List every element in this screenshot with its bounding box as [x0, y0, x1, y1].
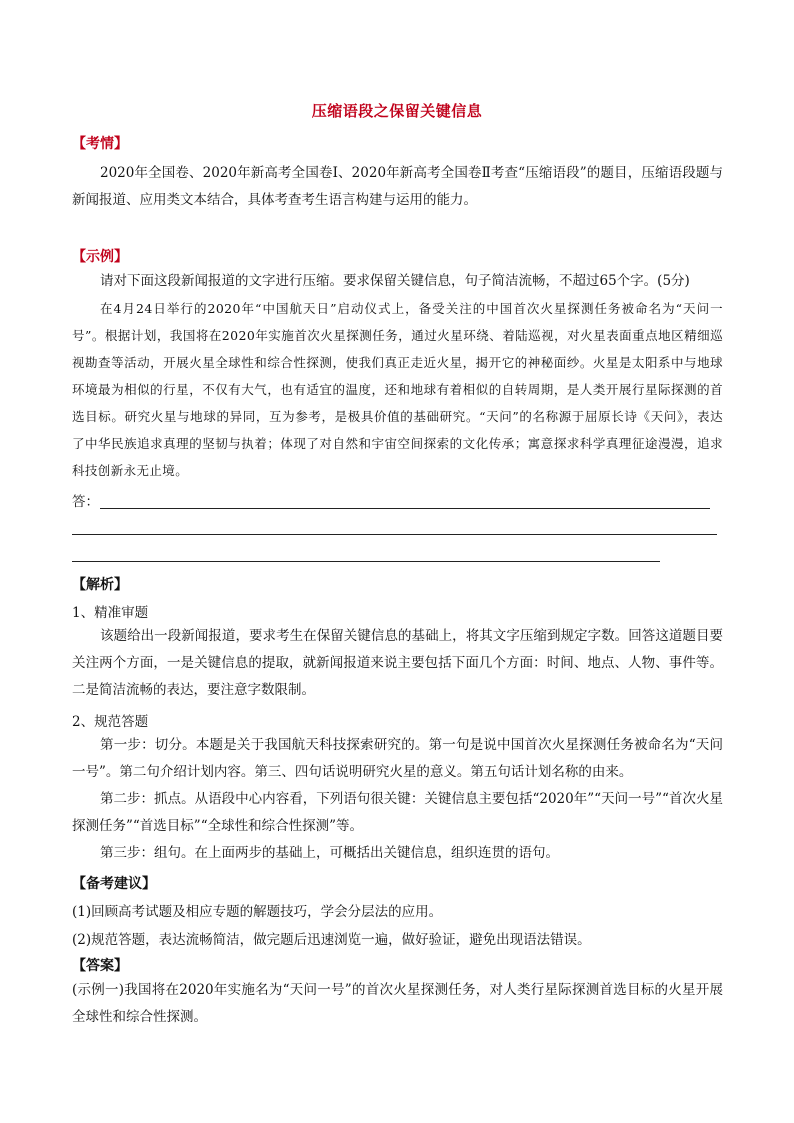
- kaoqing-heading: 【考情】: [72, 136, 128, 152]
- answer-line-2[interactable]: [72, 534, 717, 535]
- beikao-item-2: (2)规范答题，表达流畅简洁，做完题后迅速浏览一遍，做好验证，避免出现语法错误。: [72, 932, 591, 948]
- step1-title: 1、精准审题: [72, 605, 149, 621]
- step2-part2: 第二步：抓点。从语段中心内容看，下列语句很关键：关键信息主要包括“2020年”“天问一号”“首次火星探测任务”“首选目标”“全球性和综合性探测”等。: [72, 791, 723, 834]
- step1-text: 该题给出一段新闻报道，要求考生在保留关键信息的基础上，将其文字压缩到规定字数。回答这道题目要关注两个方面，一是关键信息的提取，就新闻报道来说主要包括下面几个方面：时间、地点、人物、事件等。二是简洁流畅的表达，要注意字数限制。: [72, 628, 723, 698]
- answer-line-1[interactable]: [100, 508, 710, 509]
- daan-heading: 【答案】: [72, 958, 128, 974]
- daan-text: (示例一)我国将在2020年实施名为“天问一号”的首次火星探测任务，对人类行星际探测首选目标的火星开展全球性和综合性探测。: [72, 982, 723, 1025]
- step2-title: 2、规范答题: [72, 714, 149, 730]
- answer-line-3[interactable]: [72, 561, 660, 562]
- page-title: 压缩语段之保留关键信息: [311, 102, 483, 120]
- jiexi-heading: 【解析】: [72, 577, 128, 593]
- shili-heading: 【示例】: [72, 249, 128, 265]
- beikao-heading: 【备考建议】: [72, 876, 156, 892]
- shili-question: 请对下面这段新闻报道的文字进行压缩。要求保留关键信息，句子简洁流畅，不超过65个字。(5分): [100, 273, 690, 289]
- step2-part3: 第三步：组句。在上面两步的基础上，可概括出关键信息，组织连贯的语句。: [100, 845, 559, 861]
- beikao-item-1: (1)回顾高考试题及相应专题的解题技巧，学会分层法的应用。: [72, 904, 443, 920]
- step2-part1: 第一步：切分。本题是关于我国航天科技探索研究的。第一句是说中国首次火星探测任务被命名为“天问一号”。第二句介绍计划内容。第三、四句话说明研究火星的意义。第五句话计划名称的由来。: [72, 737, 723, 780]
- answer-label: 答：: [72, 494, 99, 510]
- kaoqing-text: 2020年全国卷、2020年新高考全国卷Ⅰ、2020年新高考全国卷Ⅱ考查“压缩语段”的题目，压缩语段题与新闻报道、应用类文本结合，具体考查考生语言构建与运用的能力。: [72, 165, 723, 208]
- news-passage: 在4月24日举行的2020年“中国航天日”启动仪式上，备受关注的中国首次火星探测任务被命名为“天问一号”。根据计划，我国将在2020年实施首次火星探测任务，通过火星环绕、着陆巡视，对火星表面重点地区精细巡视勘查等活动，开展火星全球性和综合性探测，使我们真正走近火星，揭开它的神秘面纱。火星是太阳系中与地球环境最为相似的行星，不仅有大气，也有适宜的温度，还和地球有着相似的自转周期，是人类开展行星际探测的首选目标。研究火星与地球的异同，互为参考，是极具价值的基础研究。“天问”的名称源于屈原长诗《天问》，表达了中华民族追求真理的坚韧与执着；体现了对自然和宇宙空间探索的文化传承；寓意探求科学真理征途漫漫，追求科技创新永无止境。: [72, 301, 723, 478]
